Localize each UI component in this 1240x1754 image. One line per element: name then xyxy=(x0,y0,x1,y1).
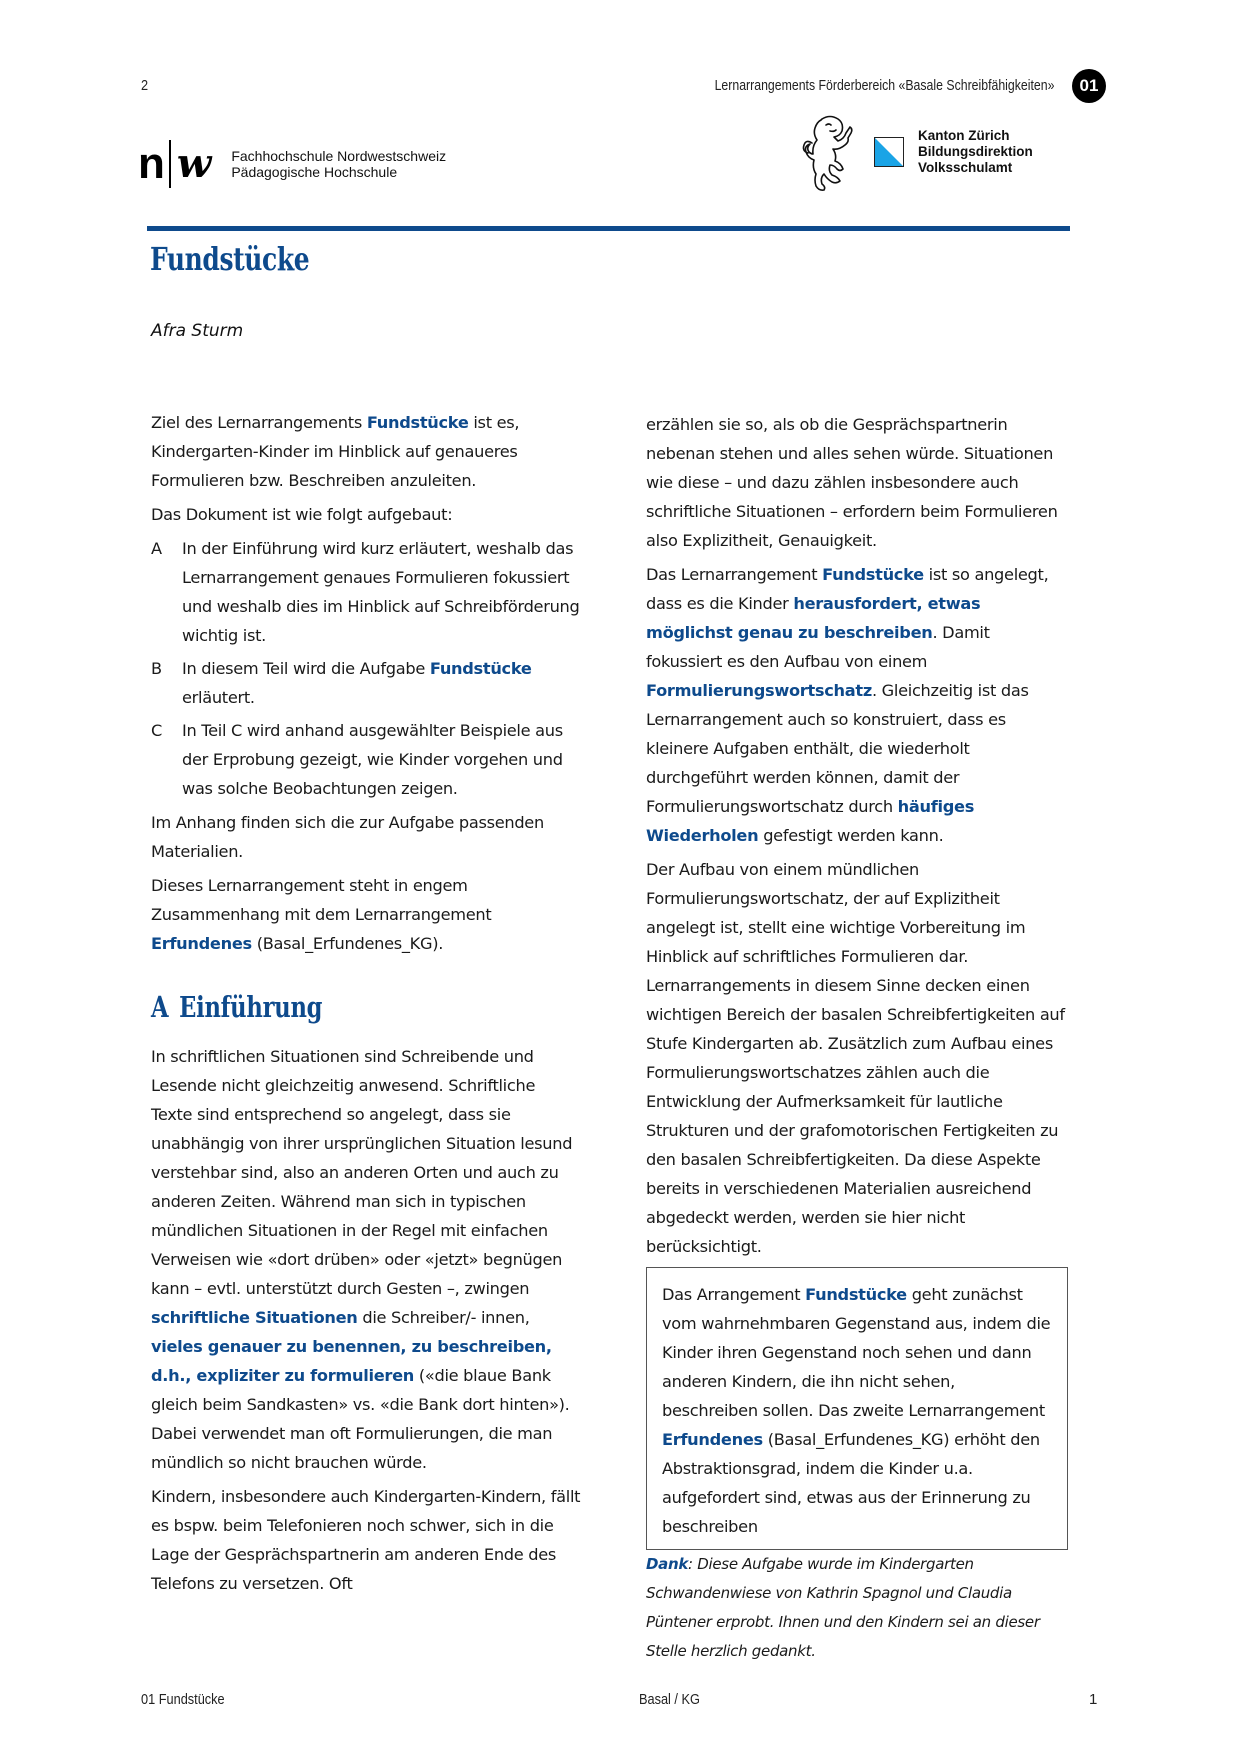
header-series-title: Lernarrangements Förderbereich «Basale Schreibfähigkeiten» xyxy=(714,77,1054,94)
list-marker: C xyxy=(151,721,163,740)
highlight-expliziter-formulieren: vieles genauer zu benennen, zu beschreiben, d.h., expliziter zu formulieren xyxy=(151,1337,552,1385)
right-paragraph-2 xyxy=(646,560,1068,850)
acknowledgement xyxy=(646,1550,1068,1666)
section-a-paragraph-2: Kindern, insbesondere auch Kindergarten-Kindern, fällt es bspw. beim Telefonieren noch schwer, sich in die Lage der Gesprächspartnerin am anderen Ende des Telefons zu versetzen. Oft xyxy=(151,1487,581,1593)
document-title: Fundstücke xyxy=(150,240,310,278)
info-box xyxy=(646,1267,1068,1550)
highlight-schriftliche-situationen: schriftliche Situationen xyxy=(151,1308,358,1327)
kanton-zurich-logo xyxy=(800,113,1033,191)
highlight-genau-beschreiben: herausfordert, etwas möglichst genau zu beschreiben xyxy=(646,594,981,642)
zurich-line2: Bildungsdirektion xyxy=(918,144,1033,159)
section-title: Einführung xyxy=(179,990,323,1024)
chapter-badge: 01 xyxy=(1072,69,1106,103)
info-box-text xyxy=(662,1280,1052,1541)
text-run: ist so angelegt, dass es die Kinder xyxy=(646,565,1049,613)
text-run: erläutert. xyxy=(182,688,255,707)
list-marker: A xyxy=(151,539,162,558)
fhnw-line1: Fachhochschule Nordwestschweiz xyxy=(231,148,447,164)
text-run: In der Einführung wird kurz erläutert, weshalb das Lernarrangement genaues Formulieren fokussiert und weshalb dies im Hinblick auf Schreibförderung wichtig ist. xyxy=(182,539,580,645)
related-paragraph xyxy=(151,871,581,958)
footer-page-number: 1 xyxy=(1089,1691,1098,1708)
zurich-lion-icon xyxy=(800,113,862,191)
fhnw-logo xyxy=(138,140,446,188)
intro-paragraph xyxy=(151,408,581,495)
footer-document-name: 01 Fundstücke xyxy=(141,1691,225,1708)
text-run: die Schreiber/- innen, xyxy=(357,1308,530,1327)
title-rule xyxy=(147,226,1070,231)
list-text xyxy=(182,534,581,650)
section-a-paragraph-1 xyxy=(151,1042,581,1477)
text-run: In Teil C wird anhand ausgewählter Beispiele aus der Erprobung gezeigt, wie Kinder vorgehen und was solche Beobachtungen zeigen. xyxy=(182,721,563,798)
highlight-fundstuecke: Fundstücke xyxy=(429,659,532,678)
list-text xyxy=(182,716,581,803)
section-letter: A xyxy=(151,990,169,1024)
list-text xyxy=(182,654,581,712)
right-column xyxy=(646,410,1068,1671)
highlight-fundstuecke: Fundstücke xyxy=(805,1285,907,1304)
text-run: In schriftlichen Situationen sind Schreibende und Lesende nicht gleichzeitig anwesend. Schriftliche Texte sind entsprechend so angelegt, dass sie unabhängig von ihrer ursprünglichen Situation lesund verstehbar sind, also an anderen Orten und auch zu anderen Zeiten. Während man sich in typischen mündlichen Situationen in der Regel mit einfachen Verweisen wie «dort drüben» oder «jetzt» begnügen kann – evtl. unterstützt durch Gesten –, zwingen xyxy=(151,1047,573,1298)
header-page-number: 2 xyxy=(141,77,149,94)
document-author: Afra Sturm xyxy=(151,321,244,341)
right-paragraph-1: erzählen sie so, als ob die Gesprächspartnerin nebenan stehen und alles sehen würde. Situationen wie diese – und dazu zählen insbesondere auch schriftliche Situationen – erfordern beim Formulieren also Explizitheit, Genauigkeit. xyxy=(646,415,1058,550)
zurich-flag-icon xyxy=(874,137,904,167)
structure-item-c xyxy=(151,716,581,803)
text-run: Das Arrangement xyxy=(662,1285,806,1304)
fhnw-mark-n: n xyxy=(138,139,164,188)
text-run: . Damit fokussiert es den Aufbau von einem xyxy=(646,623,990,671)
text-run: Dieses Lernarrangement steht in engem Zusammenhang mit dem Lernarrangement xyxy=(151,876,492,924)
text-run: . Gleichzeitig ist das Lernarrangement auch so konstruiert, dass es kleinere Aufgaben enthält, die wiederholt durchgeführt werden können, damit der Formulierungswortschatz durch xyxy=(646,681,1029,816)
fhnw-mark-w: w xyxy=(176,140,212,187)
appendix-paragraph: Im Anhang finden sich die zur Aufgabe passenden Materialien. xyxy=(151,813,544,861)
text-run: ist es, Kindergarten-Kinder im Hinblick auf genaueres Formulieren bzw. Beschreiben anzuleiten. xyxy=(151,413,520,490)
text-run: («die blaue Bank gleich beim Sandkasten» vs. «die Bank dort hinten»). Dabei verwendet man oft Formulierungen, die man mündlich so nicht brauchen würde. xyxy=(151,1366,570,1472)
structure-intro: Das Dokument ist wie folgt aufgebaut: xyxy=(151,505,453,524)
text-run: In diesem Teil wird die Aufgabe xyxy=(182,659,430,678)
structure-item-a xyxy=(151,534,581,650)
text-run: geht zunächst vom wahrnehmbaren Gegenstand aus, indem die Kinder ihren Gegenstand noch sehen und dann anderen Kindern, die ihn nicht sehen, beschreiben sollen. Das zweite Lernarrangement xyxy=(662,1285,1051,1420)
text-run: (Basal_Erfundenes_KG). xyxy=(251,934,444,953)
highlight-haeufiges-wiederholen: häufiges Wiederholen xyxy=(646,797,975,845)
footer-level: Basal / KG xyxy=(639,1691,700,1708)
fhnw-name xyxy=(231,148,446,180)
zurich-line3: Volksschulamt xyxy=(918,160,1013,175)
fhnw-mark-divider xyxy=(169,140,171,188)
left-column xyxy=(151,408,581,1603)
text-run: Das Lernarrangement xyxy=(646,565,823,584)
highlight-erfundenes: Erfundenes xyxy=(662,1430,763,1449)
right-paragraph-3: Der Aufbau von einem mündlichen Formulierungswortschatz, der auf Explizitheit angelegt ist, stellt eine wichtige Vorbereitung im Hinblick auf schriftliches Formulieren dar. Lernarrangements in diesem Sinne decken einen wichtigen Bereich der basalen Schreibfertigkeiten auf Stufe Kindergarten ab. Zusätzlich zum Aufbau eines Formulierungswortschatzes zählen auch die Entwicklung der Aufmerksamkeit für lautliche Strukturen und der grafomotorischen Fertigkeiten zu den basalen Schreibfertigkeiten. Da diese Aspekte bereits in verschiedenen Materialien ausreichend abgedeckt werden, werden sie hier nicht berücksichtigt. xyxy=(646,860,1065,1256)
highlight-formulierungswortschatz: Formulierungswortschatz xyxy=(646,681,872,700)
highlight-fundstuecke: Fundstücke xyxy=(822,565,924,584)
structure-list xyxy=(151,534,581,803)
highlight-fundstuecke: Fundstücke xyxy=(366,413,469,432)
zurich-name xyxy=(918,128,1033,176)
acknowledgement-text: : Diese Aufgabe wurde im Kindergarten Schwandenwiese von Kathrin Spagnol und Claudia Püntener erprobt. Ihnen und den Kindern sei an dieser Stelle herzlich gedankt. xyxy=(646,1555,1040,1660)
section-a-heading xyxy=(151,989,486,1025)
text-run: Ziel des Lernarrangements xyxy=(151,413,367,432)
fhnw-line2: Pädagogische Hochschule xyxy=(231,164,398,180)
list-marker: B xyxy=(151,659,162,678)
zurich-line1: Kanton Zürich xyxy=(918,128,1010,143)
structure-item-b xyxy=(151,654,581,712)
text-run: (Basal_Erfundenes_KG) erhöht den Abstraktionsgrad, indem die Kinder u.a. aufgefordert sind, etwas aus der Erinnerung zu beschreiben xyxy=(662,1430,1040,1536)
acknowledgement-label: Dank xyxy=(646,1555,689,1573)
highlight-erfundenes: Erfundenes xyxy=(151,934,252,953)
text-run: gefestigt werden kann. xyxy=(758,826,944,845)
